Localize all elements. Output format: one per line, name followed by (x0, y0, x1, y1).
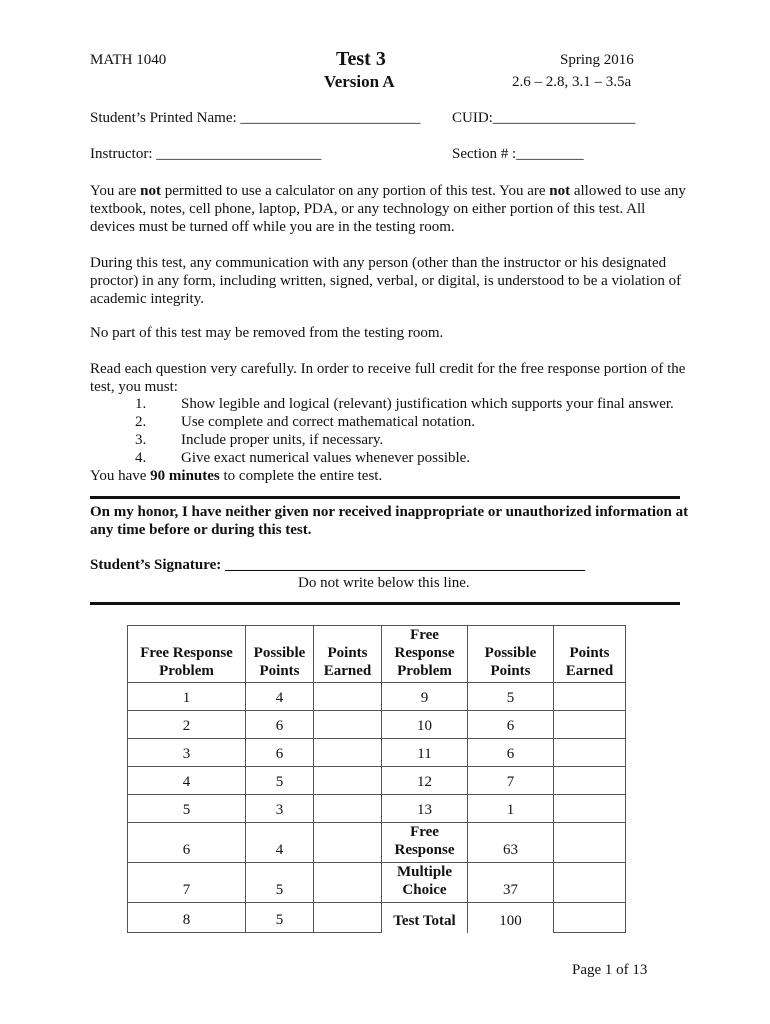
points-earned-cell[interactable] (314, 739, 382, 767)
points-earned-cell[interactable] (554, 795, 626, 823)
problem-number: 11 (382, 739, 468, 767)
test-total-label: Test Total (382, 903, 468, 933)
bottom-divider (90, 602, 680, 605)
page-number: Page 1 of 13 (572, 962, 648, 978)
points-earned-cell[interactable] (314, 683, 382, 711)
list-item: 4. (135, 450, 147, 466)
cuid-field[interactable]: CUID:___________________ (452, 110, 636, 126)
problem-number: 6 (128, 823, 246, 863)
problem-number: 13 (382, 795, 468, 823)
problem-number: 1 (128, 683, 246, 711)
test-total-points: 100 (468, 903, 554, 933)
points-earned-cell[interactable] (554, 863, 626, 903)
header-left-problem: Free Response Problem (128, 626, 246, 683)
points-earned-cell[interactable] (314, 767, 382, 795)
table-header-row (128, 626, 626, 683)
possible-points: 6 (246, 711, 314, 739)
removal-policy: No part of this test may be removed from the testing room. (90, 325, 444, 341)
list-item: 1. (135, 396, 147, 412)
problem-number: 4 (128, 767, 246, 795)
points-earned-cell[interactable] (554, 903, 626, 933)
possible-points: 4 (246, 823, 314, 863)
student-name-field[interactable]: Student’s Printed Name: ________________________ (90, 110, 421, 126)
table-row (128, 683, 626, 711)
table-row (128, 863, 626, 903)
honor-statement: On my honor, I have neither given nor received inappropriate or unauthorized information at any time before or during this test. (90, 504, 689, 538)
test-version: Version A (324, 72, 395, 91)
table-row (128, 739, 626, 767)
time-limit: You have 90 minutes to complete the entire test. (90, 468, 383, 484)
possible-points: 6 (246, 739, 314, 767)
points-earned-cell[interactable] (554, 823, 626, 863)
free-response-subtotal: 63 (468, 823, 554, 863)
points-earned-cell[interactable] (314, 711, 382, 739)
problem-number: 7 (128, 863, 246, 903)
possible-points: 5 (246, 903, 314, 933)
header-right-problem: Free Response Problem (382, 626, 468, 683)
integrity-policy: During this test, any communication with any person (other than the instructor or his designated proctor) in any form, including written, signed, verbal, or digital, is understood to be a violation of academic integrity. (90, 255, 682, 307)
possible-points: 6 (468, 711, 554, 739)
table-row (128, 795, 626, 823)
list-item: Use complete and correct mathematical notation. (181, 414, 476, 430)
list-item: Show legible and logical (relevant) justification which supports your final answer. (181, 396, 674, 412)
problem-number: 10 (382, 711, 468, 739)
points-earned-cell[interactable] (314, 795, 382, 823)
problem-number: 2 (128, 711, 246, 739)
course-code: MATH 1040 (90, 52, 167, 68)
problem-number: 5 (128, 795, 246, 823)
possible-points: 4 (246, 683, 314, 711)
possible-points: 5 (468, 683, 554, 711)
possible-points: 5 (246, 767, 314, 795)
credit-instructions: Read each question very carefully. In order to receive full credit for the free response portion of the test, you must: (90, 361, 686, 395)
header-left-possible: Possible Points (246, 626, 314, 683)
possible-points: 3 (246, 795, 314, 823)
top-divider (90, 496, 680, 499)
points-earned-cell[interactable] (314, 903, 382, 933)
sections-covered: 2.6 – 2.8, 3.1 – 3.5a (512, 74, 632, 90)
term: Spring 2016 (560, 52, 634, 68)
problem-number: 3 (128, 739, 246, 767)
do-not-write-note: Do not write below this line. (298, 575, 470, 591)
problem-number: 9 (382, 683, 468, 711)
section-field[interactable]: Section # :_________ (452, 146, 584, 162)
free-response-subtotal-label: Free Response (382, 823, 468, 863)
points-earned-cell[interactable] (314, 823, 382, 863)
table-row (128, 823, 626, 863)
list-item: 2. (135, 414, 147, 430)
table-row (128, 767, 626, 795)
instructor-field[interactable]: Instructor: ______________________ (90, 146, 322, 162)
points-earned-cell[interactable] (554, 711, 626, 739)
calculator-policy: You are not permitted to use a calculator on any portion of this test. You are not allowed to use any textbook, notes, cell phone, laptop, PDA, or any technology on either portion of this test. All devices must be turned off while you are in the testing room. (90, 183, 686, 235)
possible-points: 1 (468, 795, 554, 823)
table-row (128, 903, 626, 933)
table-row (128, 711, 626, 739)
list-item: Include proper units, if necessary. (181, 432, 384, 448)
multiple-choice-points: 37 (468, 863, 554, 903)
header-right-earned: Points Earned (554, 626, 626, 683)
list-item: Give exact numerical values whenever possible. (181, 450, 471, 466)
possible-points: 6 (468, 739, 554, 767)
possible-points: 7 (468, 767, 554, 795)
points-earned-cell[interactable] (554, 739, 626, 767)
header-left-earned: Points Earned (314, 626, 382, 683)
points-earned-cell[interactable] (554, 683, 626, 711)
signature-field[interactable]: Student’s Signature: ________________________________________________ (90, 557, 586, 573)
points-earned-cell[interactable] (314, 863, 382, 903)
possible-points: 5 (246, 863, 314, 903)
problem-number: 8 (128, 903, 246, 933)
header-right-possible: Possible Points (468, 626, 554, 683)
score-table (127, 625, 626, 933)
multiple-choice-label: Multiple Choice (382, 863, 468, 903)
problem-number: 12 (382, 767, 468, 795)
list-item: 3. (135, 432, 147, 448)
test-title: Test 3 (336, 48, 386, 70)
points-earned-cell[interactable] (554, 767, 626, 795)
